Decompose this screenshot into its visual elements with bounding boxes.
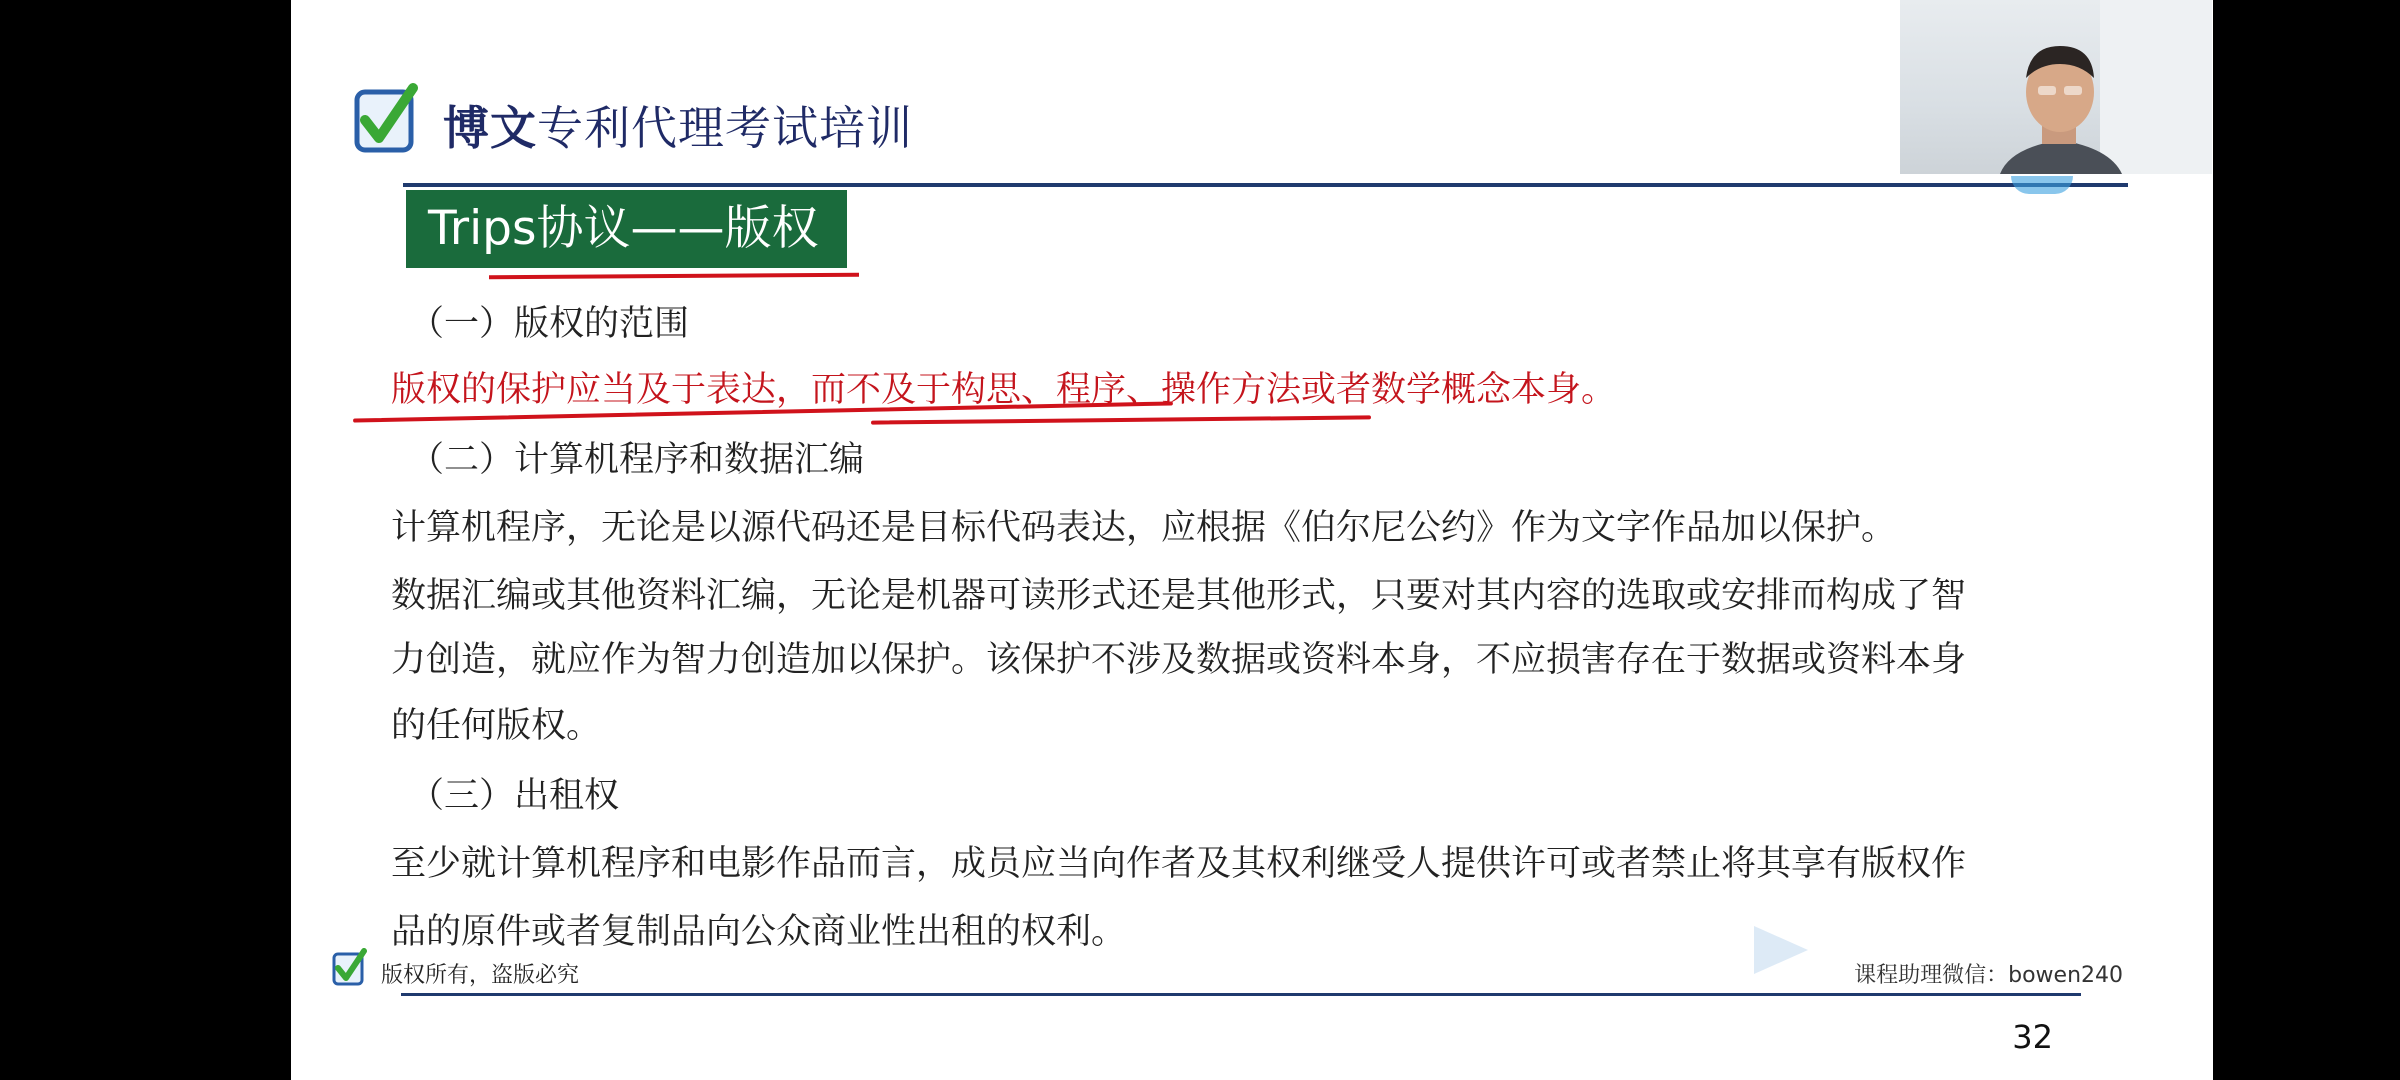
copyright-notice: 版权所有，盗版必究 (381, 963, 580, 988)
play-arrow-icon (1746, 920, 1816, 980)
checkmark-box-icon (331, 948, 367, 986)
header-accent (2011, 176, 2073, 194)
ink-underline-2 (871, 415, 1371, 424)
brand-title (443, 92, 913, 158)
section-heading-1: （一）版权的范围 (409, 304, 690, 344)
contact-info: 课程助理微信：bowen240 (1854, 963, 2123, 988)
header-divider (403, 183, 2128, 187)
paragraph-line: 品的原件或者复制品向公众商业性出租的权利。 (391, 912, 1127, 952)
ink-underline-title (489, 273, 859, 280)
paragraph-line: 至少就计算机程序和电影作品而言，成员应当向作者及其权利继受人提供许可或者禁止将其享有版权作 (391, 844, 1967, 884)
paragraph-line: 计算机程序，无论是以源代码还是目标代码表达，应根据《伯尔尼公约》作为文字作品加以保护。 (391, 508, 1897, 548)
section-heading-3: （三）出租权 (409, 776, 620, 816)
brand-bold: 博文 (443, 101, 537, 155)
slide-title: Trips协议——版权 (406, 190, 847, 268)
paragraph-line: 力创造，就应作为智力创造加以保护。该保护不涉及数据或资料本身，不应损害存在于数据或资料本身 (391, 640, 1967, 680)
paragraph-line: 的任何版权。 (391, 706, 602, 746)
webcam-video (1900, 0, 2212, 174)
page-number: 32 (2012, 1018, 2053, 1056)
brand-rest: 专利代理考试培训 (537, 101, 913, 155)
presenter-avatar (1900, 0, 2212, 174)
webcam-border (2213, 0, 2221, 174)
footer-divider (401, 993, 2081, 996)
checkmark-box-icon (351, 82, 421, 156)
section-heading-2: （二）计算机程序和数据汇编 (409, 440, 865, 480)
paragraph-line: 数据汇编或其他资料汇编，无论是机器可读形式还是其他形式，只要对其内容的选取或安排而构成了智 (391, 576, 1967, 616)
highlight-line: 版权的保护应当及于表达，而不及于构思、程序、操作方法或者数学概念本身。 (391, 370, 1617, 410)
